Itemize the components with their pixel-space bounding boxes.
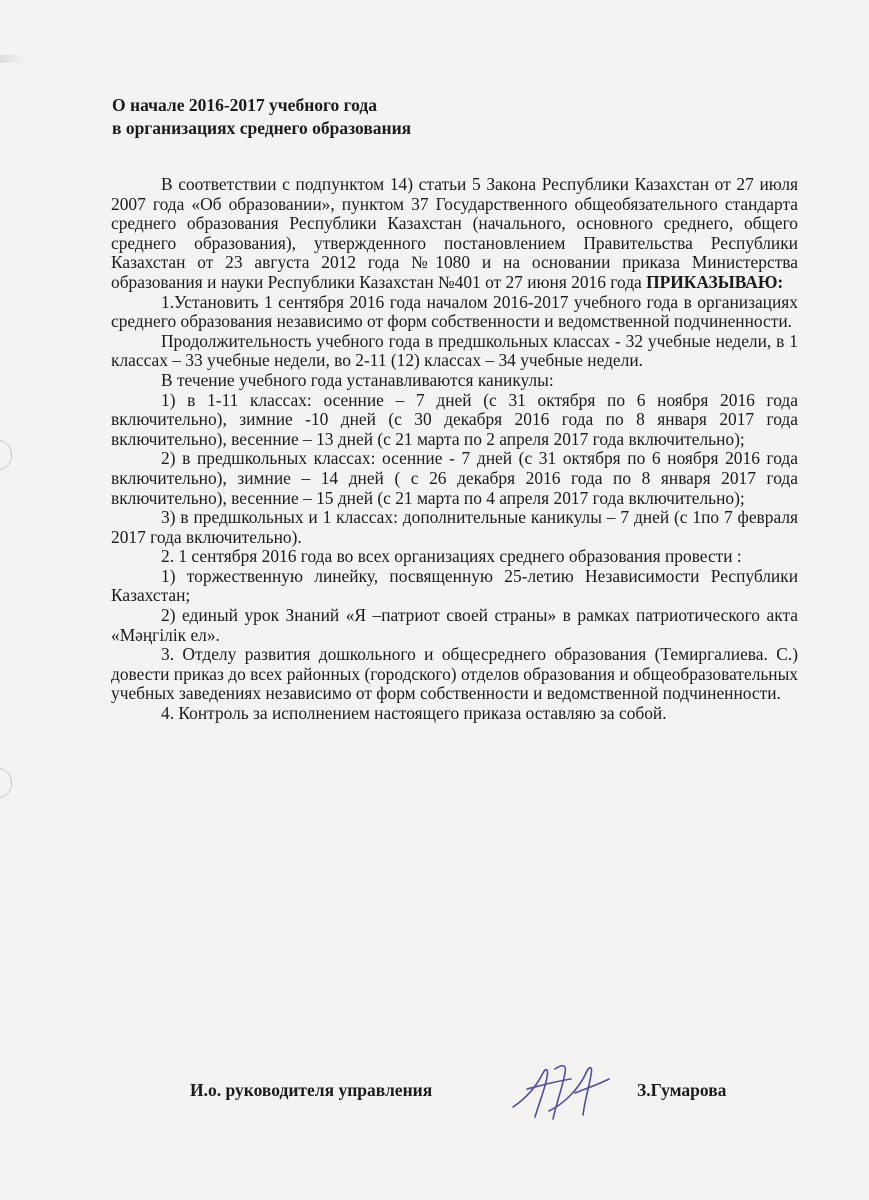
- scan-artifact: [0, 55, 28, 63]
- document-body: [111, 175, 798, 724]
- title-line-2: в организациях среднего образования: [112, 118, 412, 138]
- paragraph-item-4: 4. Контроль за исполнением настоящего приказа оставляю за собой.: [161, 703, 667, 724]
- title-line-1: О начале 2016-2017 учебного года: [112, 95, 378, 115]
- paragraph-preamble: [111, 175, 798, 293]
- paragraph-item-2: 2. 1 сентября 2016 года во всех организациях среднего образования провести :: [161, 546, 742, 567]
- order-keyword: ПРИКАЗЫВАЮ:: [646, 271, 784, 292]
- paragraph-holidays-3: 3) в предшкольных и 1 классах: дополнительные каникулы – 7 дней (с 1по 7 февраля 2017 года включительно).: [111, 507, 798, 547]
- paragraph-item-2-1: 1) торжественную линейку, посвященную 25-летию Независимости Республики Казахстан;: [111, 565, 798, 606]
- signatory-position: И.о. руководителя управления: [190, 1080, 433, 1100]
- paragraph-holidays-2: 2) в предшкольных классах: осенние - 7 дней (с 31 октября по 6 ноября 2016 года включительно), зимние – 14 дней ( с 26 декабря 2016 года по 8 января 2017 года включительно), весенние – 15 дней (с 21 марта по 4 апреля 2017 года включительно);: [111, 448, 798, 508]
- paragraph-holidays-1: 1) в 1-11 классах: осенние – 7 дней (с 31 октября по 6 ноября 2016 года включительно), зимние -10 дней (с 30 декабря 2016 года по 8 января 2017 года включительно), весенние – 13 дней (с 21 марта по 2 апреля 2017 года включительно);: [111, 389, 798, 449]
- signatory-name: З.Гумарова: [637, 1080, 727, 1100]
- paragraph-item-2-2: 2) единый урок Знаний «Я –патриот своей страны» в рамках патриотического акта «Мәңгілік ел».: [111, 605, 798, 645]
- handwritten-signature-icon: [505, 1059, 615, 1129]
- document-title: [112, 94, 411, 140]
- punch-hole-mark: [0, 768, 12, 798]
- paragraph-text: В соответствии с подпунктом 14) статьи 5 Закона Республики Казахстан от 27 июля 2007 года «Об образовании», пунктом 37 Государственного общеобязательного стандарта среднего образования Республики Казахстан (начального, основного среднего, общего среднего образования), утвержденного постановлением Правительства Республики Казахстан от 23 августа 2012 года №1080 и на основании приказа Министерства образования и науки Республики Казахстан №401 от 27 июня 2016 года: [111, 174, 798, 292]
- paragraph-duration: Продолжительность учебного года в предшкольных классах - 32 учебные недели, в 1 классах – 33 учебные недели, во 2-11 (12) классах – 34 учебные недели.: [111, 330, 798, 371]
- signature-block: [0, 1075, 869, 1135]
- paragraph-item-3: 3. Отделу развития дошкольного и общесреднего образования (Темиргалиева. С.) довести приказ до всех районных (городского) отделов образования и общеобразовательных учебных заведениях независимо от форм собственности и ведомственной подчиненности.: [111, 644, 798, 704]
- punch-hole-mark: [0, 440, 12, 470]
- paragraph-holidays-intro: В течение учебного года устанавливаются каникулы:: [161, 369, 554, 390]
- paragraph-item-1: 1.Установить 1 сентября 2016 года началом 2016-2017 учебного года в организациях среднего образования независимо от форм собственности и ведомственной подчиненности.: [111, 291, 798, 332]
